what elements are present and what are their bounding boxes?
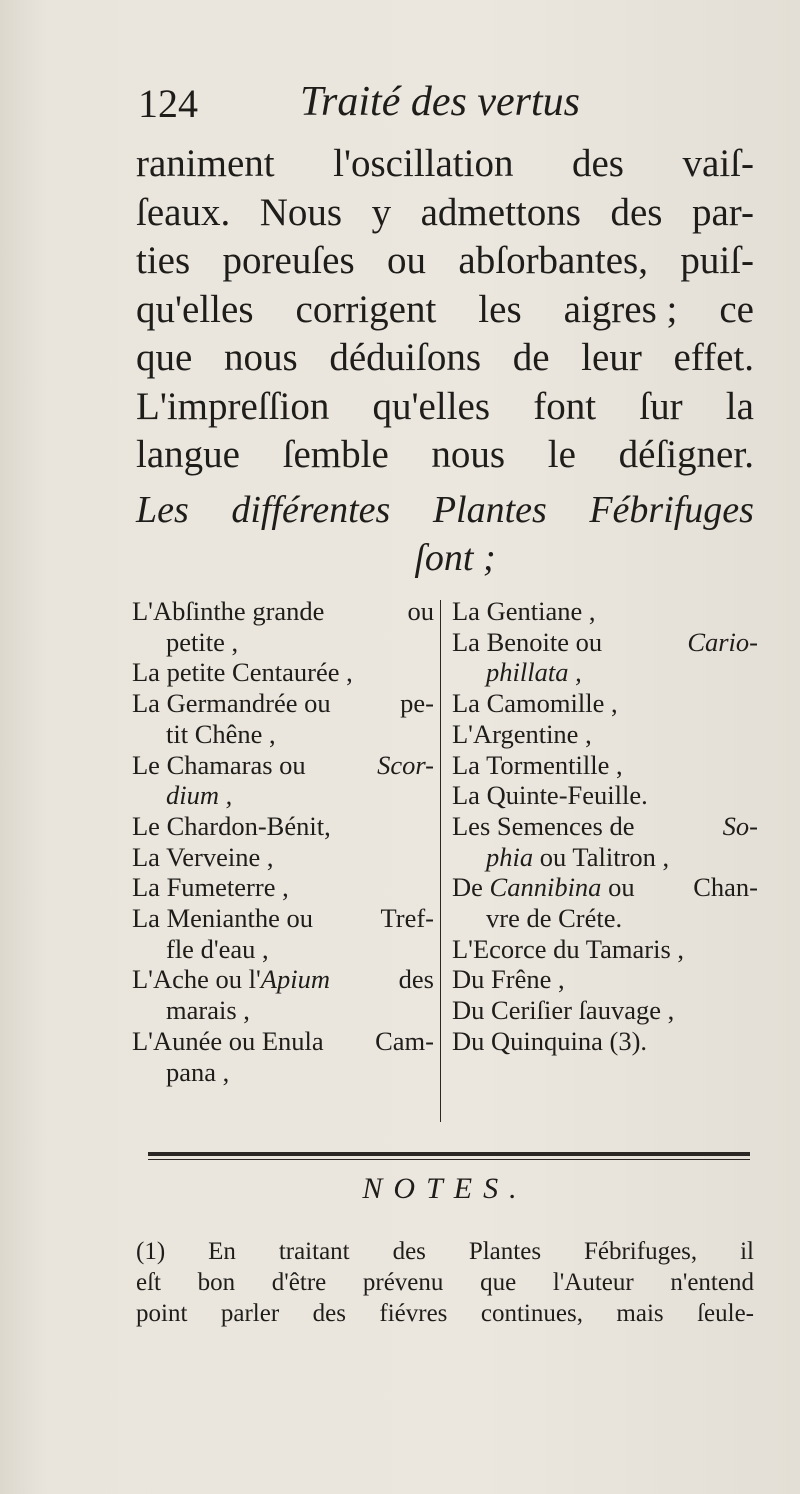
note-word: Fébrifuges, [583,1238,698,1265]
plant-entry-continuation: phia ou Talitron , [486,841,670,872]
plant-entry-end: So- [722,810,758,841]
body-word: langue [136,433,240,476]
plant-entry-text: La Fumeterre , [132,872,289,903]
body-word: admettons [420,190,581,234]
body-word: aigres ; [563,287,678,331]
body-word: ſemble [282,433,389,476]
body-line [136,189,754,238]
running-head: Traité des vertus [300,79,580,125]
plant-entry [132,657,434,688]
plant-entry [132,842,434,873]
plant-entry [132,811,434,842]
plant-entry [452,688,758,719]
plant-entry-text: L'Ecorce du Tamaris , [452,933,685,964]
body-word: déduiſons [329,336,482,379]
note-word: mais [616,1300,664,1327]
body-word: déſigner. [618,433,754,476]
plant-entry [452,964,758,995]
note-word: Plantes [468,1238,542,1265]
body-word: des [610,190,663,234]
note-word: d'être [271,1269,327,1296]
plant-entry-end: Chan- [693,872,758,903]
body-word: ſeaux. [136,190,231,234]
section-heading-word: Les [136,489,189,531]
plant-entry [132,964,434,995]
plant-list [132,596,758,1126]
note-word: continues, [480,1300,583,1327]
section-heading [136,486,754,582]
plant-entry [452,872,758,903]
body-word: poreuſes [222,239,355,282]
body-word: raniment [136,142,275,185]
body-word: Nous [259,190,343,234]
section-heading-word: différentes [231,489,391,531]
plant-entry-end: Tref- [380,903,434,934]
body-word: abſorbantes, [458,239,648,282]
plant-entry [452,596,758,627]
plant-entry [132,750,434,781]
plant-latin-name: phia [486,841,534,872]
plant-entry-end: des [398,964,434,995]
plant-entry [452,811,758,842]
body-paragraph [136,140,754,480]
body-word: nous [431,433,506,476]
section-heading-line-1 [136,486,754,534]
body-line [136,383,754,432]
note-word: parler [220,1300,280,1327]
note-word: des [392,1238,426,1265]
note-line [136,1298,754,1329]
body-word: L'impreſſion [136,384,330,428]
note-word: prévenu [362,1269,444,1296]
plant-entry-text: L'Abſinthe grande [132,596,325,626]
body-word: de [512,336,550,379]
column-divider [440,600,441,1122]
plant-entry [132,872,434,903]
note-word: n'entend [670,1269,754,1296]
plant-entry [132,1026,434,1057]
plant-entry-end: Scor- [377,749,434,780]
plant-entry-continuation: pana , [166,1056,230,1087]
plant-entry [452,1026,758,1057]
body-word: ſur [639,384,683,428]
plant-entry [132,903,434,934]
plant-latin-name: dium , [166,780,233,811]
note-word: il [740,1238,754,1265]
body-line [136,334,754,383]
body-word: qu'elles [372,384,491,428]
body-word: par- [691,190,754,234]
plant-latin-name: Apium [260,964,330,995]
plant-entry-text: Du Quinquina (3). [452,1025,648,1056]
note-line [136,1267,754,1298]
section-heading-word: Plantes [432,489,547,531]
body-word: corrigent [295,287,437,331]
body-word: nous [223,336,298,379]
plant-entry-end: Cam- [375,1025,434,1056]
plant-entry-text: L'Ache ou l'Apium [132,964,330,995]
plant-list-right-column [452,596,758,1057]
plant-entry-continuation: petite , [166,626,239,657]
plant-entry-text: La Verveine , [132,841,274,872]
note-word: l'Auteur [552,1269,634,1296]
note-word: point [136,1300,188,1327]
plant-entry-text: Les Semences de [452,810,635,841]
body-word: l'oscillation [333,142,514,185]
note-word: fiévres [379,1300,448,1327]
plant-entry-continuation [452,657,758,688]
section-heading-word: Fébrifuges [589,489,754,531]
note-word: que [480,1269,517,1296]
note-word: En [208,1238,236,1265]
plant-entry-text: La Menianthe ou [132,903,314,934]
notes-body [136,1236,754,1329]
note-word: (1) [136,1238,166,1265]
plant-entry-continuation: tit Chêne , [166,718,276,749]
plant-entry-text: L'Aunée ou Enula [132,1025,324,1056]
body-line [136,431,754,480]
body-word: effet. [673,336,754,379]
plant-entry-text: La Tormentille , [452,749,623,780]
section-heading-line-2: ſont ; [414,537,496,579]
note-word: ſeule- [697,1300,754,1327]
plant-entry-text: La Camomille , [452,688,618,719]
body-word: puiſ- [680,239,754,282]
plant-entry-text: Du Ceriſier ſauvage , [452,995,675,1026]
page-header [138,78,758,138]
plant-entry-continuation: vre de Créte. [486,903,623,934]
body-word: des [572,142,624,185]
plant-list-left-column [132,596,434,1087]
plant-entry-text: Le Chardon-Bénit, [132,810,331,841]
plant-entry [452,934,758,965]
body-line [136,237,754,286]
body-word: la [725,384,754,428]
body-word: font [533,384,597,428]
plant-entry-end: Cario- [687,626,758,657]
plant-entry-continuation: fle d'eau , [166,933,269,964]
note-word: eſt [136,1269,161,1296]
plant-entry-text: Le Chamaras ou [132,749,306,780]
plant-entry [452,995,758,1026]
body-word: qu'elles [136,287,254,331]
note-word: des [312,1300,346,1327]
body-word: ou [387,239,427,282]
plant-entry-text: La petite Centaurée , [132,657,353,688]
body-word: y [371,190,392,234]
plant-entry-text: Du Frêne , [452,964,565,995]
plant-entry-text: De Cannibina ou [452,872,635,903]
body-word: que [136,336,193,379]
plant-entry [452,750,758,781]
note-word: bon [197,1269,236,1296]
plant-entry [452,627,758,658]
plant-entry-end: ou [407,596,434,626]
body-word: ce [719,287,754,331]
body-word: leur [581,336,642,379]
plant-entry-continuation [132,780,434,811]
plant-entry-continuation: marais , [166,995,250,1026]
notes-rule-thin [148,1159,750,1160]
body-word: le [547,433,576,476]
plant-entry [132,688,434,719]
plant-entry-text: La Benoite ou [452,626,603,657]
plant-entry [132,596,434,627]
body-line [136,286,754,335]
body-word: les [478,287,522,331]
body-line [136,140,754,189]
notes-rule-thick [148,1152,750,1156]
plant-entry-end: pe- [400,688,434,719]
notes-title: NOTES. [362,1172,528,1205]
plant-entry [452,780,758,811]
plant-entry-text: La Germandrée ou [132,688,331,719]
plant-entry-text: La Gentiane , [452,596,596,626]
body-word: ties [136,239,191,282]
note-word: traitant [278,1238,350,1265]
page-number: 124 [138,81,198,126]
plant-entry-text: L'Argentine , [452,718,592,749]
body-word: vaiſ- [682,142,754,185]
note-line [136,1236,754,1267]
plant-entry [452,719,758,750]
plant-latin-name: phillata , [486,657,582,688]
plant-entry-text: La Quinte-Feuille. [452,780,648,811]
plant-latin-name: Cannibina [489,872,602,903]
